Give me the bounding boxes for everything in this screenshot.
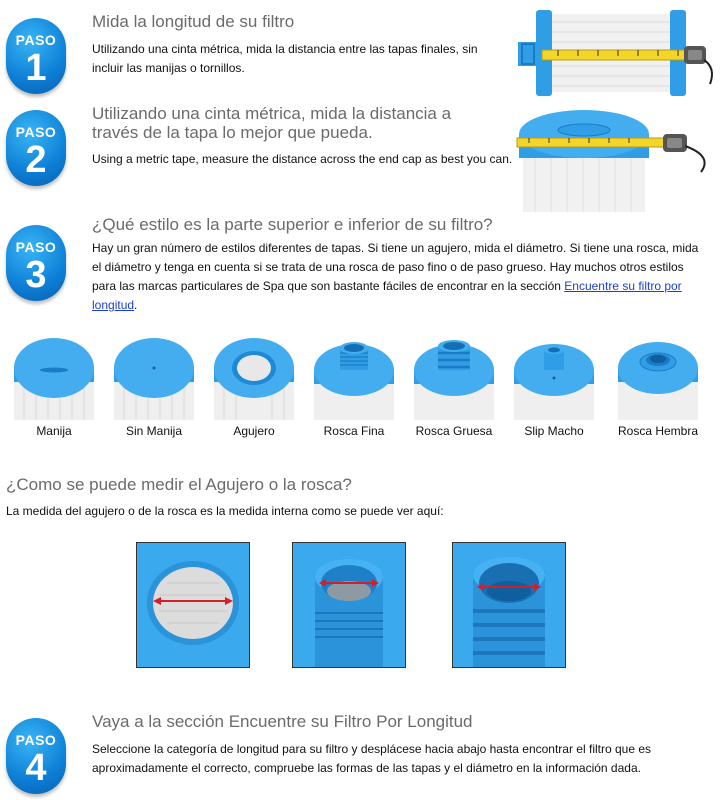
step-1-badge <box>6 18 66 94</box>
cap-styles-row <box>0 336 720 446</box>
cap-manija-image <box>12 336 96 420</box>
step-badge-label: PASO <box>15 732 57 748</box>
step-4-text: Seleccione la categoría de longitud para su filtro y desplácese hacia abajo hasta encontrar el filtro que es aproximadamente el correcto, compruebe las formas de las tapas y el diámetro en la información dada. <box>92 742 652 775</box>
cap-sin-manija-image <box>112 336 196 420</box>
cap-style-label: Rosca Fina <box>323 424 385 438</box>
cap-style-label: Manija <box>36 424 72 438</box>
measure-section-text: La medida del agujero o de la rosca es la medida interna como se puede ver aquí: <box>6 504 444 518</box>
step-badge-label: PASO <box>15 32 57 48</box>
step-2-text: Using a metric tape, measure the distance across the end cap as best you can. <box>92 152 513 166</box>
step-1-text: Utilizando una cinta métrica, mida la distancia entre las tapas finales, sin incluir las manijas o tornillos. <box>92 42 478 75</box>
cap-style-sin-manija <box>112 336 196 438</box>
step-badge-number: 4 <box>25 747 47 789</box>
step-2-title-line-2: través de la tapa lo mejor que pueda. <box>92 123 373 142</box>
cap-style-label: Agujero <box>233 424 275 438</box>
cap-style-slip-macho <box>512 336 596 438</box>
step-4-title: Vaya a la sección Encuentre su Filtro Por Longitud <box>92 712 473 731</box>
step-1 <box>0 0 720 100</box>
filter-diameter-photo <box>515 100 720 212</box>
cap-style-label: Slip Macho <box>524 424 584 438</box>
measure-coarse-thread-photo <box>452 542 566 668</box>
step-3-title: ¿Qué estilo es la parte superior e inferior de su filtro? <box>92 215 493 234</box>
step-3-text <box>92 239 710 315</box>
step-4-badge <box>6 718 66 794</box>
step-badge-label: PASO <box>15 239 57 255</box>
cap-style-rosca-hembra <box>616 336 700 438</box>
step-3-badge <box>6 225 66 301</box>
step-2-badge <box>6 110 66 186</box>
step-2 <box>0 100 720 215</box>
step-3-text-end: . <box>134 298 138 312</box>
cap-style-rosca-gruesa <box>412 336 496 438</box>
cap-rosca-hembra-image <box>616 336 700 420</box>
measure-section-title: ¿Como se puede medir el Agujero o la rosca? <box>6 475 352 494</box>
step-badge-number: 2 <box>25 139 47 181</box>
measure-hole-photo <box>136 542 250 668</box>
filter-length-photo <box>518 4 718 100</box>
find-by-length-link[interactable]: Encuentre su filtro por longitud <box>92 279 682 312</box>
cap-style-label: Rosca Hembra <box>617 424 699 438</box>
step-4 <box>0 700 720 800</box>
cap-rosca-fina-image <box>312 336 396 420</box>
step-3 <box>0 215 720 330</box>
cap-style-rosca-fina <box>312 336 396 438</box>
cap-slip-macho-image <box>512 336 596 420</box>
cap-rosca-gruesa-image <box>412 336 496 420</box>
step-2-title-line-1: Utilizando una cinta métrica, mida la distancia a <box>92 104 452 123</box>
measure-fine-thread-photo <box>292 542 406 668</box>
step-3-text-body: Hay un gran número de estilos diferentes de tapas. Si tiene un agujero, mida el diámetro. Si tiene una rosca, mida el diámetro y tenga en cuenta si se trata de una rosca de paso fino o de paso grueso. Hay muchos otros estilos para las marcas particulares de Spa que son bastante fáciles de encontrar en la sección <box>92 241 699 293</box>
cap-style-manija <box>12 336 96 438</box>
step-badge-number: 3 <box>25 254 47 296</box>
cap-style-agujero <box>212 336 296 438</box>
cap-style-label: Sin Manija <box>125 424 183 438</box>
step-badge-number: 1 <box>25 47 47 89</box>
step-badge-label: PASO <box>15 124 57 140</box>
cap-style-label: Rosca Gruesa <box>415 424 493 438</box>
cap-agujero-image <box>212 336 296 420</box>
step-1-title: Mida la longitud de su filtro <box>92 12 295 31</box>
